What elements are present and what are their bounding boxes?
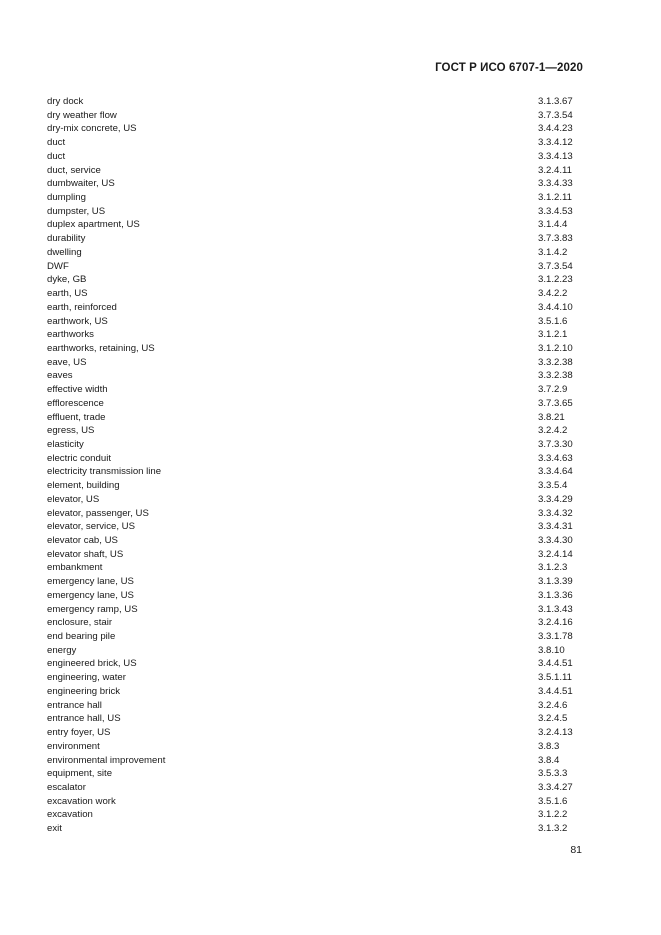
index-reference: 3.7.3.54 xyxy=(538,109,573,121)
index-reference: 3.8.21 xyxy=(538,411,565,423)
index-reference: 3.2.4.6 xyxy=(538,699,568,711)
index-reference: 3.1.3.2 xyxy=(538,823,568,835)
index-entry xyxy=(47,767,582,781)
index-entry xyxy=(47,548,582,562)
index-entry xyxy=(47,122,582,136)
index-term: equipment, site xyxy=(47,768,113,780)
index-entry xyxy=(47,589,582,603)
index-reference: 3.8.4 xyxy=(538,754,560,766)
index-entry xyxy=(47,561,582,575)
index-term: duct xyxy=(47,150,66,162)
index-term: elevator, service, US xyxy=(47,521,135,533)
index-reference: 3.1.2.2 xyxy=(538,809,568,821)
index-term: emergency lane, US xyxy=(47,576,134,588)
index-entry xyxy=(47,301,582,315)
index-entry xyxy=(47,315,582,329)
index-term: emergency ramp, US xyxy=(47,603,138,615)
index-entry xyxy=(47,808,582,822)
index-reference: 3.2.4.13 xyxy=(538,727,573,739)
index-reference: 3.7.3.54 xyxy=(538,260,573,272)
index-term: electricity transmission line xyxy=(47,466,162,478)
index-reference: 3.1.2.11 xyxy=(538,192,572,204)
index-term: environment xyxy=(47,740,100,752)
index-reference: 3.5.1.6 xyxy=(538,315,568,327)
index-entry xyxy=(47,781,582,795)
index-entry xyxy=(47,164,582,178)
index-entry xyxy=(47,95,582,109)
index-term: environmental improvement xyxy=(47,754,166,766)
index-term: engineered brick, US xyxy=(47,658,137,670)
index-term: dumpster, US xyxy=(47,205,106,217)
index-term: egress, US xyxy=(47,425,95,437)
index-entry xyxy=(47,603,582,617)
index-term: elasticity xyxy=(47,438,84,450)
index-term: durability xyxy=(47,233,86,245)
index-term: dumpling xyxy=(47,192,86,204)
index-reference: 3.1.4.4 xyxy=(538,219,568,231)
index-entry xyxy=(47,671,582,685)
index-entry xyxy=(47,534,582,548)
index-term: efflorescence xyxy=(47,397,104,409)
index-entry xyxy=(47,575,582,589)
index-reference: 3.3.5.4 xyxy=(538,480,568,492)
index-term: elevator, passenger, US xyxy=(47,507,149,519)
index-reference: 3.1.2.3 xyxy=(538,562,568,574)
index-entry xyxy=(47,109,582,123)
index-entry xyxy=(47,438,582,452)
index-reference: 3.7.2.9 xyxy=(538,384,568,396)
index-term: earthworks xyxy=(47,329,94,341)
index-entry xyxy=(47,150,582,164)
index-term: electric conduit xyxy=(47,452,111,464)
index-reference: 3.5.1.11 xyxy=(538,672,572,684)
index-reference: 3.3.4.29 xyxy=(538,493,573,505)
index-entry xyxy=(47,411,582,425)
index-term: earth, US xyxy=(47,288,88,300)
index-term: duplex apartment, US xyxy=(47,219,140,231)
index-entry xyxy=(47,177,582,191)
index-entry xyxy=(47,754,582,768)
index-entry xyxy=(47,218,582,232)
index-entry xyxy=(47,232,582,246)
index-reference: 3.2.4.14 xyxy=(538,548,573,560)
index-reference: 3.3.4.33 xyxy=(538,178,573,190)
index-entry xyxy=(47,493,582,507)
index-entry xyxy=(47,356,582,370)
index-reference: 3.7.3.65 xyxy=(538,397,573,409)
index-reference: 3.4.4.51 xyxy=(538,658,573,670)
index-entry xyxy=(47,369,582,383)
index-entry xyxy=(47,342,582,356)
index-entry xyxy=(47,520,582,534)
index-term: effective width xyxy=(47,384,108,396)
index-term: dry-mix concrete, US xyxy=(47,123,137,135)
index-term: elevator shaft, US xyxy=(47,548,124,560)
index-reference: 3.3.4.13 xyxy=(538,150,573,162)
index-entry xyxy=(47,465,582,479)
index-term: dry weather flow xyxy=(47,109,117,121)
index-entry xyxy=(47,699,582,713)
index-reference: 3.3.4.12 xyxy=(538,137,573,149)
index-reference: 3.3.4.30 xyxy=(538,535,573,546)
index-entry xyxy=(47,136,582,150)
index-reference: 3.2.4.2 xyxy=(538,425,568,437)
index-term: exit xyxy=(47,823,62,835)
index-term: energy xyxy=(47,644,77,656)
index-term: excavation work xyxy=(47,795,116,807)
index-term: dumbwaiter, US xyxy=(47,178,115,190)
index-term: earthwork, US xyxy=(47,315,108,327)
index-reference: 3.3.1.78 xyxy=(538,631,573,643)
index-reference: 3.2.4.11 xyxy=(538,164,572,176)
index-reference: 3.5.3.3 xyxy=(538,768,568,780)
index-term: earthworks, retaining, US xyxy=(47,342,155,354)
index-reference: 3.8.3 xyxy=(538,740,560,752)
index-term: duct, service xyxy=(47,164,101,176)
index-term: end bearing pile xyxy=(47,631,116,643)
index-reference: 3.1.3.39 xyxy=(538,576,573,588)
index-entry xyxy=(47,616,582,630)
index-entry xyxy=(47,685,582,699)
index-reference: 3.2.4.5 xyxy=(538,713,568,725)
index-entry xyxy=(47,740,582,754)
index-entry xyxy=(47,246,582,260)
index-term: engineering brick xyxy=(47,685,121,697)
index-term: escalator xyxy=(47,781,86,793)
index-reference: 3.5.1.6 xyxy=(538,795,568,807)
index-entry xyxy=(47,657,582,671)
index-entry xyxy=(47,287,582,301)
index-entry xyxy=(47,795,582,809)
index-entry xyxy=(47,712,582,726)
index-reference: 3.1.3.43 xyxy=(538,603,573,615)
index-reference: 3.7.3.83 xyxy=(538,233,573,245)
index-entry xyxy=(47,328,582,342)
term-index xyxy=(47,95,582,836)
page-number: 81 xyxy=(570,844,582,856)
index-reference: 3.1.2.10 xyxy=(538,342,573,354)
index-term: duct xyxy=(47,137,66,149)
index-term: entrance hall, US xyxy=(47,713,121,725)
index-reference: 3.3.2.38 xyxy=(538,356,573,368)
index-reference: 3.8.10 xyxy=(538,644,565,656)
index-term: DWF xyxy=(47,260,69,272)
index-entry xyxy=(47,644,582,658)
index-reference: 3.3.4.53 xyxy=(538,205,573,217)
index-term: element, building xyxy=(47,480,120,492)
index-term: elevator cab, US xyxy=(47,535,118,546)
index-term: entrance hall xyxy=(47,699,102,711)
index-entry xyxy=(47,424,582,438)
index-term: excavation xyxy=(47,809,93,821)
index-entry xyxy=(47,397,582,411)
index-reference: 3.3.4.27 xyxy=(538,781,573,793)
index-term: entry foyer, US xyxy=(47,727,111,739)
index-reference: 3.1.2.23 xyxy=(538,274,573,286)
index-term: eaves xyxy=(47,370,73,382)
index-entry xyxy=(47,260,582,274)
index-reference: 3.1.2.1 xyxy=(538,329,568,341)
index-entry xyxy=(47,191,582,205)
index-reference: 3.4.4.51 xyxy=(538,685,573,697)
index-term: elevator, US xyxy=(47,493,100,505)
index-term: effluent, trade xyxy=(47,411,106,423)
index-reference: 3.1.3.36 xyxy=(538,589,573,601)
index-entry xyxy=(47,630,582,644)
document-header: ГОСТ Р ИСО 6707-1—2020 xyxy=(435,62,583,74)
index-entry xyxy=(47,822,582,836)
index-term: dry dock xyxy=(47,96,84,107)
index-reference: 3.2.4.16 xyxy=(538,617,573,629)
index-entry xyxy=(47,452,582,466)
index-reference: 3.4.4.23 xyxy=(538,123,573,135)
index-term: eave, US xyxy=(47,356,87,368)
index-term: dwelling xyxy=(47,246,82,258)
index-reference: 3.4.2.2 xyxy=(538,288,568,300)
index-entry xyxy=(47,726,582,740)
index-term: embankment xyxy=(47,562,103,574)
index-reference: 3.3.4.64 xyxy=(538,466,573,478)
index-reference: 3.7.3.30 xyxy=(538,438,573,450)
index-reference: 3.3.4.32 xyxy=(538,507,573,519)
index-term: emergency lane, US xyxy=(47,589,134,601)
index-entry xyxy=(47,507,582,521)
index-entry xyxy=(47,273,582,287)
index-entry xyxy=(47,383,582,397)
index-reference: 3.4.4.10 xyxy=(538,301,573,313)
index-reference: 3.3.4.31 xyxy=(538,521,573,533)
index-entry xyxy=(47,205,582,219)
index-term: earth, reinforced xyxy=(47,301,117,313)
index-reference: 3.1.4.2 xyxy=(538,246,568,258)
index-term: engineering, water xyxy=(47,672,126,684)
index-entry xyxy=(47,479,582,493)
index-reference: 3.1.3.67 xyxy=(538,96,573,107)
index-reference: 3.3.4.63 xyxy=(538,452,573,464)
index-term: enclosure, stair xyxy=(47,617,113,629)
index-term: dyke, GB xyxy=(47,274,87,286)
index-reference: 3.3.2.38 xyxy=(538,370,573,382)
